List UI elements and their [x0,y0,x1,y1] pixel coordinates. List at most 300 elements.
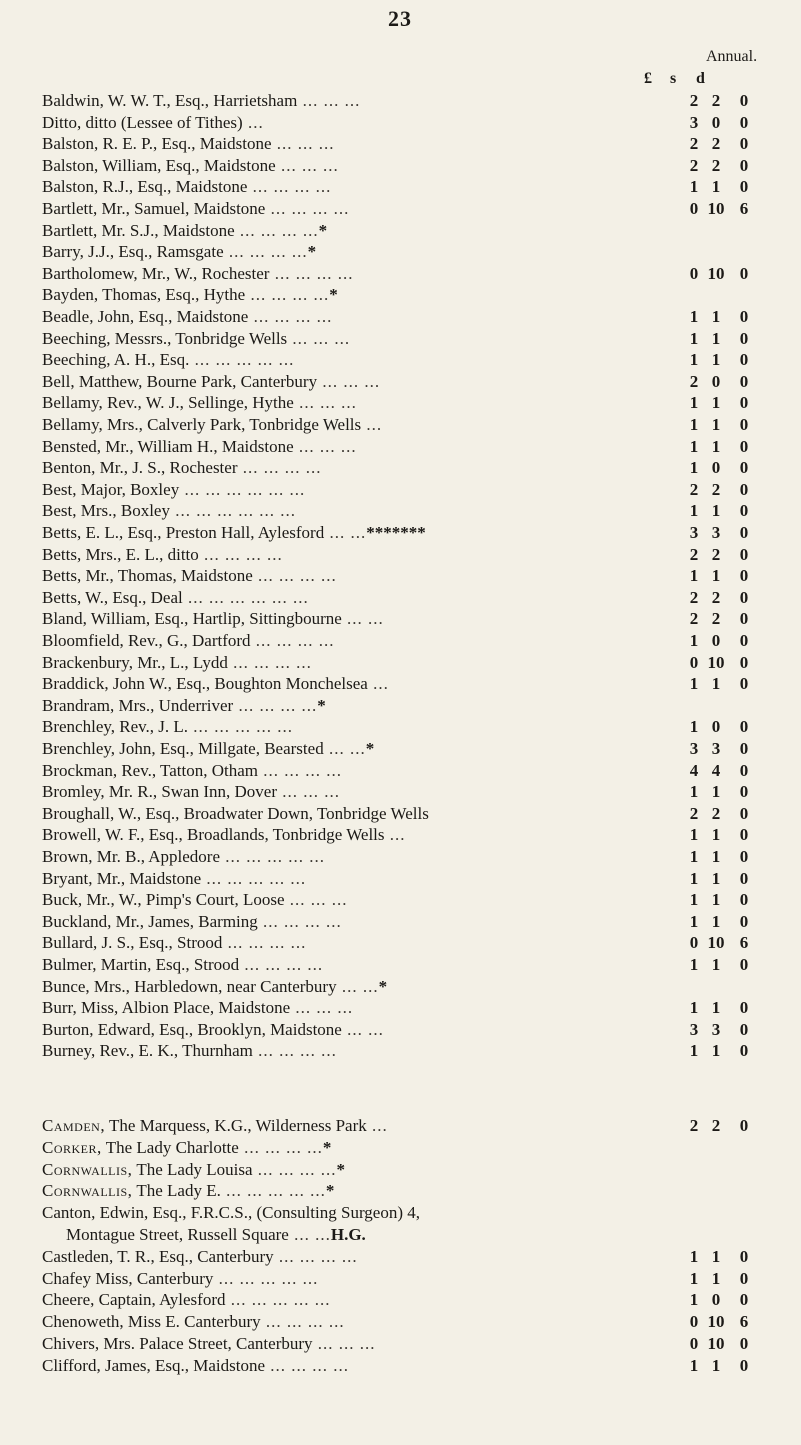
mark-symbol: * [365,739,375,758]
amount-pounds: 2 [689,479,699,499]
subscriber-name [42,90,360,112]
amount-pence: 0 [739,1268,749,1288]
amount-pence: 0 [739,307,749,326]
subscriber-name [42,1040,337,1062]
subscriber-text: Bayden, Thomas, Esq., Hythe [42,285,246,305]
amount-shillings: 1 [711,955,721,974]
amount-shillings: 2 [711,803,721,823]
mark-symbol: * [378,976,388,996]
subscriber-text: Bloomfield, Rev., G., Dartford [42,631,251,650]
amount-shillings: 1 [711,501,721,521]
surname-small-caps: Cornwallis, [42,1159,133,1179]
amount-pence: 0 [739,91,749,110]
ledger-row [42,457,801,479]
subscriber-name [42,868,306,890]
amount-pence: 0 [739,998,749,1018]
subscriber-text: Bell, Matthew, Bourne Park, Canterbury [42,371,318,391]
dot-leader: ... ... ... ... [250,631,335,650]
subscriber-name [42,695,326,717]
amount-pounds: 2 [689,371,699,391]
amount-pounds: 1 [689,458,699,478]
dot-leader: ... ... ... [277,782,340,802]
ledger-row [42,1159,801,1181]
ledger-row [42,349,801,371]
ledger-row [42,630,801,652]
mark-symbol: * [336,1159,345,1179]
dot-leader: ... ... [324,523,367,542]
ledger-row [42,220,801,242]
subscriber-name [42,976,387,998]
subscriber-text: Betts, Mrs., E. L., ditto [42,544,199,564]
ledger-row [42,1268,801,1290]
amount-pence: 0 [739,371,749,391]
amount-pounds: 0 [689,263,699,283]
amount-pence: 0 [739,1116,749,1135]
amount-shillings: 10 [707,652,725,672]
surname-small-caps: Camden, [42,1116,106,1135]
amount-pence: 0 [739,523,749,542]
subscriber-name [42,1289,331,1311]
subscriber-text: Brockman, Rev., Tatton, Otham [42,760,258,780]
subscriber-text: The Lady E. [132,1181,221,1201]
amount-shillings: 1 [711,393,721,413]
dot-leader: ... ... ... [312,1334,376,1353]
amount-shillings: 1 [711,868,721,888]
ledger-row [42,1224,801,1246]
subscriber-name [42,997,353,1019]
ledger-row [42,997,801,1019]
dot-leader: ... ... [288,1225,331,1244]
amount-pence: 0 [739,911,749,931]
amount-pence: 0 [739,501,749,521]
surname-small-caps: Corker, [42,1137,102,1157]
mark-symbol: ******* [366,523,426,542]
subscriber-text: Bryant, Mr., Maidstone [42,868,202,888]
ledger-row [42,306,801,328]
amount-shillings: 3 [711,523,721,542]
amount-pence: 0 [739,760,749,780]
dot-leader: ... ... ... ... ... [189,350,295,370]
amount-pence: 0 [739,803,749,823]
dot-leader: ... [384,825,406,845]
subscriber-name [42,112,264,134]
amount-shillings: 1 [711,328,721,348]
subscriber-text: Best, Mrs., Boxley [42,501,170,521]
subscriber-text: Canton, Edwin, Esq., F.R.C.S., (Consulting Surgeon) 4, [42,1203,421,1223]
subscriber-text: Balston, William, Esq., Maidstone [42,155,276,175]
ledger-row [42,522,801,544]
amount-pence: 6 [739,1312,749,1332]
ledger-row [42,911,801,933]
amount-pounds: 1 [689,566,699,586]
subscriber-name [42,1333,376,1355]
amount-shillings: 0 [711,1290,721,1310]
dot-leader: ... ... ... ... [248,307,333,326]
dot-leader: ... ... ... ... [238,1137,323,1157]
amount-pence: 0 [739,890,749,910]
column-header-pounds: £ [644,70,652,87]
amount-pence: 0 [739,112,749,132]
amount-shillings: 1 [711,436,721,456]
amount-pounds: 1 [689,674,699,694]
subscriber-name [42,522,426,544]
ledger-row [42,652,801,674]
subscriber-text: Betts, E. L., Esq., Preston Hall, Aylesford [42,523,325,542]
subscriber-text: Castleden, T. R., Esq., Canterbury [42,1246,274,1266]
amount-pence: 0 [739,436,749,456]
amount-shillings: 1 [711,350,721,370]
dot-leader: ... ... ... ... [223,242,308,262]
subscriber-text: Bulmer, Martin, Esq., Strood [42,955,240,974]
amount-shillings: 2 [711,479,721,499]
dot-leader: ... [367,674,389,694]
ledger-row [42,673,801,695]
amount-shillings: 2 [711,1116,721,1135]
amount-pounds: 1 [689,436,699,456]
subscriber-name [42,349,294,371]
amount-pounds: 2 [689,91,699,110]
ledger-row [42,954,801,976]
dot-leader: ... ... ... ... ... [213,1268,319,1288]
amount-pounds: 2 [689,609,699,629]
amount-shillings: 1 [711,1041,721,1061]
subscriber-text: Brenchley, John, Esq., Millgate, Bearsted [42,739,324,758]
subscriber-name [42,457,322,479]
dot-leader: ... ... ... ... [239,955,324,974]
ledger-row [42,479,801,501]
amount-pence: 0 [739,1246,749,1266]
subscriber-text: Bellamy, Rev., W. J., Sellinge, Hythe [42,393,294,413]
subscriber-name [42,1019,384,1041]
amount-pounds: 0 [689,199,699,218]
subscriber-text: Beadle, John, Esq., Maidstone [42,307,249,326]
amount-shillings: 0 [711,631,721,650]
ledger-row [42,1289,801,1311]
subscriber-text: The Lady Louisa [132,1159,253,1179]
amount-pounds: 1 [689,890,699,910]
subscriber-text: Bland, William, Esq., Hartlip, Sittingbourne [42,609,342,629]
subscriber-text: Balston, R.J., Esq., Maidstone [42,177,248,197]
ledger-row [42,241,801,263]
subscriber-text: Bensted, Mr., William H., Maidstone [42,436,294,456]
amount-shillings: 2 [711,544,721,564]
ledger-row [42,781,801,803]
subscriber-name [42,241,316,263]
subscriber-name [42,673,389,695]
amount-pence: 0 [739,263,749,283]
amount-pounds: 1 [689,782,699,802]
amount-pounds: 1 [689,955,699,974]
subscriber-name [42,306,332,328]
ledger-row [42,695,801,717]
subscriber-name [42,1355,349,1377]
subscriber-text: Buckland, Mr., James, Barming [42,911,258,931]
dot-leader: ... ... ... ... [222,933,307,953]
ledger-row [42,1311,801,1333]
amount-shillings: 1 [711,307,721,326]
amount-shillings: 2 [711,134,721,154]
subscriber-name [42,803,429,825]
ledger-row [42,1137,801,1159]
dot-leader: ... ... ... ... [233,695,318,715]
subscriber-text: Burney, Rev., E. K., Thurnham [42,1041,253,1061]
amount-pence: 0 [739,1019,749,1039]
amount-pounds: 1 [689,307,699,326]
amount-shillings: 1 [711,1268,721,1288]
amount-pence: 0 [739,587,749,607]
amount-pence: 0 [739,1355,749,1375]
amount-pounds: 1 [689,501,699,521]
amount-pence: 0 [739,674,749,694]
ledger-row [42,976,801,998]
ledger-row [42,198,801,220]
dot-leader: ... ... ... ... ... ... [179,479,306,499]
subscriber-name [42,220,327,242]
amount-pounds: 1 [689,717,699,737]
amount-pence: 0 [739,739,749,758]
amount-shillings: 10 [707,933,725,953]
column-header-shillings: s [670,70,677,87]
amount-pence: 0 [739,177,749,197]
dot-leader: ... ... ... ... [247,177,332,197]
ledger-row [42,760,801,782]
amount-pounds: 1 [689,1041,699,1061]
amount-pounds: 3 [689,739,699,758]
amount-shillings: 4 [711,760,721,780]
ledger-row [42,90,801,112]
subscriber-text: Betts, Mr., Thomas, Maidstone [42,566,253,586]
amount-pounds: 1 [689,328,699,348]
subscriber-name [42,824,406,846]
ledger-row [42,824,801,846]
subscriber-text: Bellamy, Mrs., Calverly Park, Tonbridge Wells [42,415,362,434]
dot-leader: ... ... ... ... [245,285,330,305]
subscriber-name [42,133,335,155]
ledger-row [42,284,801,306]
dot-leader: ... ... ... ... [252,566,337,586]
subscriber-text: Bartlett, Mr., Samuel, Maidstone [42,199,266,218]
dot-leader: ... ... ... ... [252,1159,337,1179]
amount-pence: 0 [739,479,749,499]
amount-pence: 6 [739,933,749,953]
amount-pounds: 0 [689,1312,699,1332]
subscriber-name [42,1268,318,1290]
subscriber-text: Ditto, ditto (Lessee of Tithes) [42,112,243,132]
subscriber-name [42,608,384,630]
subscriber-name [42,371,380,393]
subscriber-name [42,1202,420,1224]
subscriber-text: Benton, Mr., J. S., Rochester [42,458,238,478]
subscriber-text: Beeching, A. H., Esq. [42,350,190,370]
subscriber-text: Best, Major, Boxley [42,479,180,499]
amount-pounds: 1 [689,177,699,197]
subscriber-text: Chenoweth, Miss E. Canterbury [42,1312,261,1332]
ledger-row [42,500,801,522]
subscriber-text: Bromley, Mr. R., Swan Inn, Dover [42,782,277,802]
subscriber-name [42,414,382,436]
ledger-row [42,1040,801,1062]
ledger-row [42,1333,801,1355]
amount-pence: 0 [739,544,749,564]
ledger-row [42,1202,801,1224]
subscriber-name [42,565,337,587]
ledger-row [42,608,801,630]
amount-shillings: 10 [707,1334,725,1353]
subscriber-text: Montague Street, Russell Square [66,1225,289,1244]
subscriber-name [42,738,374,760]
dot-leader: ... ... [341,609,384,629]
subscriber-name [42,652,312,674]
amount-shillings: 3 [711,1019,721,1039]
subscriber-name [42,1311,345,1333]
ledger-row [42,263,801,285]
subscriber-name [42,198,349,220]
amount-pounds: 1 [689,1246,699,1266]
amount-pence: 0 [739,1334,749,1353]
ledger-row [42,112,801,134]
subscriber-name [42,781,340,803]
dot-leader: ... ... ... ... ... [225,1290,331,1310]
amount-shillings: 1 [711,998,721,1018]
amount-pounds: 1 [689,631,699,650]
ledger-row [42,889,801,911]
subscriber-text: Brenchley, Rev., J. L. [42,717,189,737]
dot-leader: ... ... ... ... [265,1355,350,1375]
amount-shillings: 2 [711,609,721,629]
ledger-row [42,392,801,414]
ledger-row [42,371,801,393]
subscriber-name [42,1246,358,1268]
subscriber-name [42,932,306,954]
amount-shillings: 0 [711,717,721,737]
amount-pounds: 0 [689,652,699,672]
dot-leader: ... ... ... ... ... ... [169,501,296,521]
amount-shillings: 10 [707,263,725,283]
subscriber-name [42,1180,334,1202]
amount-pounds: 0 [689,933,699,953]
amount-pence: 0 [739,825,749,845]
ledger-row [42,932,801,954]
subscriber-name [42,436,357,458]
amount-pence: 0 [739,328,749,348]
dot-leader: ... ... ... ... [265,199,350,218]
subscriber-name [42,1159,345,1181]
subscriber-text: Clifford, James, Esq., Maidstone [42,1355,266,1375]
amount-shillings: 2 [711,587,721,607]
subscriber-name [42,1224,366,1246]
subscriber-text: Chivers, Mrs. Palace Street, Canterbury [42,1334,313,1353]
ledger-row [42,155,801,177]
amount-pence: 0 [739,868,749,888]
subscriber-text: Betts, W., Esq., Deal [42,587,183,607]
amount-pounds: 2 [689,155,699,175]
amount-pounds: 1 [689,350,699,370]
column-header-annual: Annual. [706,48,758,65]
amount-pounds: 1 [689,998,699,1018]
amount-shillings: 1 [711,847,721,866]
amount-pence: 0 [739,566,749,586]
amount-shillings: 10 [707,199,725,218]
dot-leader: ... ... ... ... [237,458,322,478]
ledger-row [42,803,801,825]
amount-shillings: 1 [711,1246,721,1266]
ledger-row [42,1115,801,1137]
surname-small-caps: Cornwallis, [42,1181,133,1201]
ledger-row [42,436,801,458]
mark-symbol: * [317,695,326,715]
dot-leader: ... ... ... [275,155,339,175]
ledger-row [42,176,801,198]
amount-pounds: 1 [689,911,699,931]
subscriber-text: The Lady Charlotte [101,1137,239,1157]
page-number: 23 [388,6,412,31]
subscriber-text: Browell, W. F., Esq., Broadlands, Tonbridge Wells [42,825,385,845]
ledger-row [42,716,801,738]
subscriber-text: Burr, Miss, Albion Place, Maidstone [42,998,291,1018]
dot-leader: ... ... ... [284,890,348,910]
dot-leader: ... ... [323,739,366,758]
dot-leader: ... ... ... ... [257,911,342,931]
amount-pence: 0 [739,155,749,175]
dot-leader: ... ... ... ... [234,220,319,240]
ledger-row [42,738,801,760]
subscriber-text: Balston, R. E. P., Esq., Maidstone [42,134,272,154]
subscriber-name [42,760,342,782]
subscriber-name [42,1137,331,1159]
subscriber-name [42,846,325,868]
ledger-row [42,846,801,868]
subscriber-text: Buck, Mr., W., Pimp's Court, Loose [42,890,285,910]
subscriber-text: Chafey Miss, Canterbury [42,1268,214,1288]
mark-symbol: * [329,285,338,305]
subscriber-text: Burton, Edward, Esq., Brooklyn, Maidstone [42,1019,342,1039]
dot-leader: ... ... ... ... [269,263,354,283]
dot-leader: ... ... ... ... [260,1312,345,1332]
dot-leader: ... ... ... ... [252,1041,337,1061]
dot-leader: ... ... ... ... ... [188,717,294,737]
amount-pence: 0 [739,1290,749,1310]
subscriber-name [42,1115,388,1137]
ledger-row [42,1246,801,1268]
subscriber-name [42,954,323,976]
dot-leader: ... ... ... ... [227,652,312,672]
dot-leader: ... ... ... [317,371,381,391]
subscriber-name [42,587,309,609]
subscriber-text: Beeching, Messrs., Tonbridge Wells [42,328,288,348]
amount-pence: 0 [739,1041,749,1061]
amount-shillings: 1 [711,674,721,694]
dot-leader: ... ... ... ... ... ... [182,587,309,607]
amount-pence: 0 [739,350,749,370]
dot-leader: ... ... ... ... ... [220,847,326,866]
amount-shillings: 1 [711,782,721,802]
subscriber-name [42,155,339,177]
dot-leader: ... ... ... [271,134,335,154]
amount-shillings: 1 [711,1355,721,1375]
mark-symbol: H.G. [330,1225,366,1244]
subscriber-text: Barry, J.J., Esq., Ramsgate [42,242,224,262]
dot-leader: ... ... ... [293,436,357,456]
amount-pounds: 1 [689,1355,699,1375]
mark-symbol: * [307,242,317,262]
subscriber-name [42,889,348,911]
subscriber-name [42,328,350,350]
subscriber-text: Baldwin, W. W. T., Esq., Harrietsham [42,91,298,110]
ledger-row [42,1355,801,1377]
amount-pence: 0 [739,847,749,866]
ledger-row [42,414,801,436]
amount-shillings: 1 [711,415,721,434]
